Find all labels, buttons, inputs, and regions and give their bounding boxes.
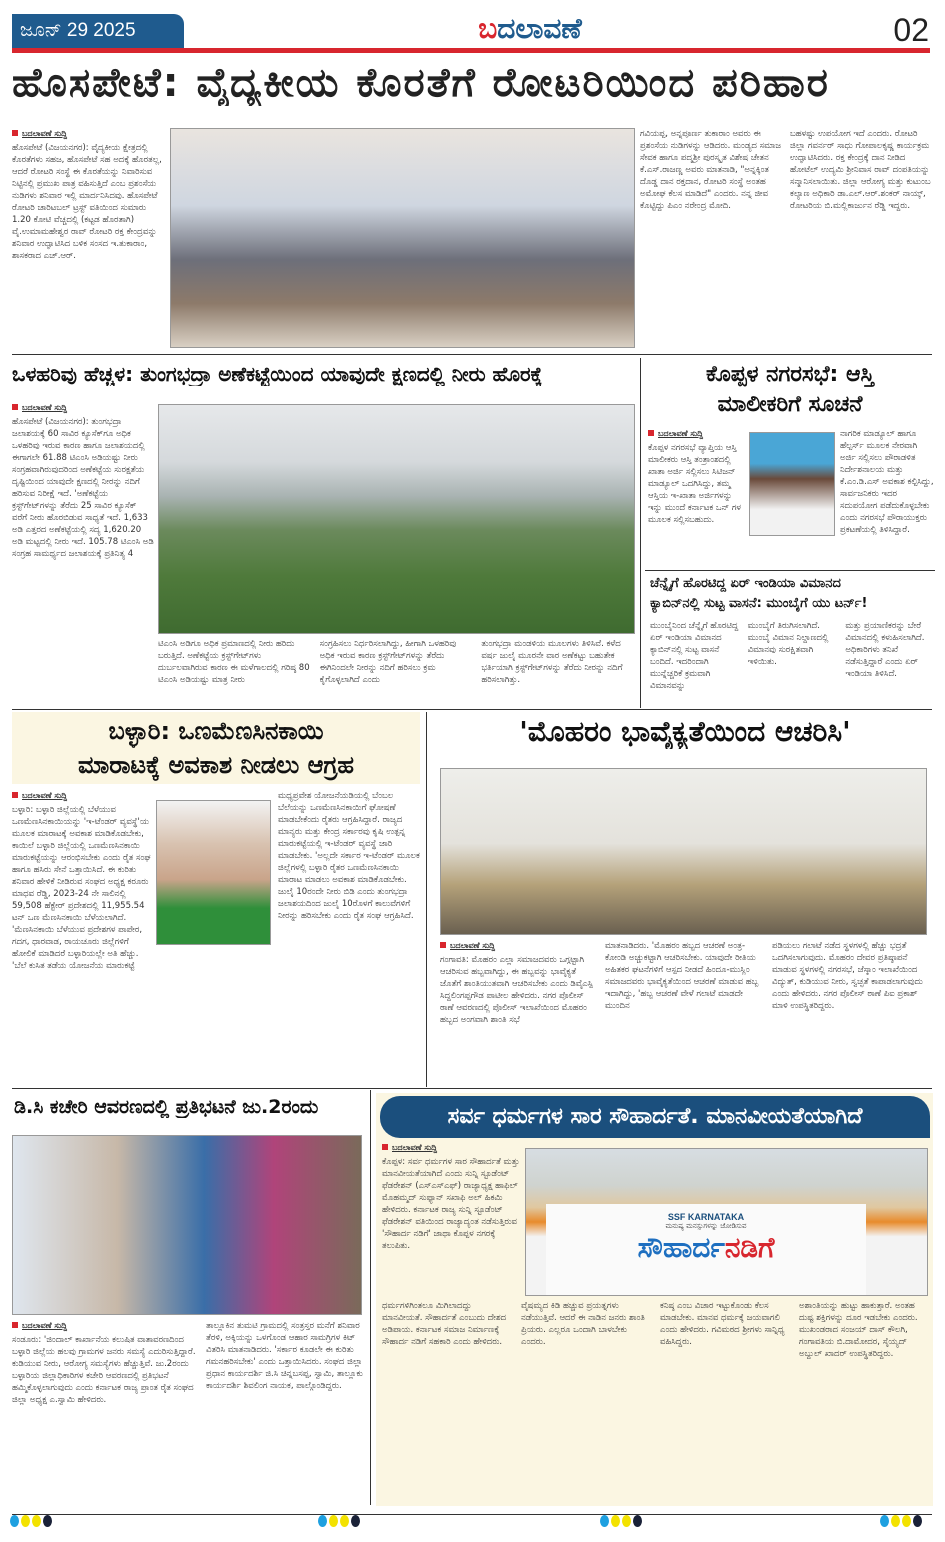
byline: ಬದಲಾವಣೆ ಸುದ್ದಿ [12, 790, 152, 802]
byline: ಬದಲಾವಣೆ ಸುದ್ದಿ [440, 940, 600, 952]
article-text [12, 402, 154, 702]
headline-koppal [645, 360, 935, 420]
byline: ಬದಲಾವಣೆ ಸುದ್ದಿ [12, 1320, 200, 1332]
footer-dots [880, 1515, 922, 1527]
banner-org: SSF KARNATAKA [667, 1212, 745, 1222]
headline-dc-office-protest: ಡಿ.ಸಿ ಕಚೇರಿ ಆವರಣದಲ್ಲಿ ಪ್ರತಿಭಟನೆ ಜು.2ರಂದು [14, 1096, 319, 1118]
masthead-logo: ಬದಲಾವಣೆ [478, 12, 582, 45]
photo-official-portrait [749, 432, 835, 536]
article-columns [382, 1300, 930, 1505]
article-paragraph: ಧರ್ಮಗಳಿಗಿಂತಲೂ ಮಿಗಿಲಾದದ್ದು ಮಾನವೀಯತೆ. ಸೌಹಾರ್ದತೆ ಎಂಬುದು ದೇಶದ ಅಡಿಪಾಯ. ಕರ್ನಾಟಕ ಸಮಾಜ ನಿರ್ಮಾಣಕ್ಕೆ ಸೌಹಾರ್ದ ನಡಿಗೆ ಸಹಕಾರಿ ಎಂದು ಹೇಳಿದರು. [382, 1301, 507, 1347]
article-paragraph: ಕೊಪ್ಪಳ: ಸರ್ವ ಧರ್ಮಗಳ ಸಾರ ಸೌಹಾರ್ದತೆ ಮತ್ತು ಮಾನವೀಯತೆಯಾಗಿದೆ ಎಂದು ಸುನ್ನಿ ಸ್ಟೂಡೆಂಟ್ ಫೆಡರೇಶನ್ (ಎಸ್ಎಸ್ಎಫ್) ರಾಜ್ಯಾಧ್ಯಕ್ಷ ಹಾಫಿಲ್ ಮೊಹಮ್ಮದ್ ಸುಫ್ಯಾನ್ ಸಖಾಫಿ ಅಲ್ ಹಿಕಮಿ ಹೇಳಿದರು. ಕರ್ನಾಟಕ ರಾಜ್ಯ ಸುನ್ನಿ ಸ್ಟೂಡೆಂಟ್ ಫೆಡರೇಶನ್ ವತಿಯಿಂದ ರಾಜ್ಯಾದ್ಯಂತ ನಡೆಸುತ್ತಿರುವ 'ಸೌಹಾರ್ದ ನಡಿಗೆ' ಜಾಥಾ ಕೊಪ್ಪಳ ನಗರಕ್ಕೆ ತಲುಪಿತು. [382, 1157, 520, 1251]
byline: ಬದಲಾವಣೆ ಸುದ್ದಿ [12, 402, 154, 414]
article-paragraph: ಕನಿಷ್ಠ ಎಂಬ ವಿಚಾರ ಇಟ್ಟುಕೊಂಡು ಕೆಲಸ ಮಾಡಬೇಕು. ಮಾನವ ಧರ್ಮಕ್ಕೆ ಜಯವಾಗಲಿ ಎಂದು ಹೇಳಿದರು. ಗವಿಮಠದ ಶ್ರೀಗಳು ಸಾನ್ನಿಧ್ಯ ವಹಿಸಿದ್ದರು. [660, 1301, 785, 1347]
photo-ration-kit-distribution [12, 1135, 362, 1315]
article-text: ಮಾತನಾಡಿದರು. 'ಮೊಹರಂ ಹಬ್ಬದ ಆಚರಣೆ ಅಂತ್ರ-ಕೋಂಡಿ ಅಚ್ಚುಕಟ್ಟಾಗಿ ಆಚರಿಸಬೇಕು. ಯಾವುದೇ ರೀತಿಯ ಅಹಿತಕರ ಘಟನೆಗಳಿಗೆ ಆಸ್ಪದ ನೀಡದೆ ಹಿಂದೂ-ಮುಸ್ಲಿಂ ಸಮಾಜದವರು ಭಾವೈಕ್ಯತೆಯಿಂದ ಆಚರಣೆ ಮಾಡುವ ಹಬ್ಬ ಇದಾಗಿದ್ದು, 'ಹಬ್ಬ ಆಚರಣೆ ವೇಳೆ ಗಲಾಟೆ ಮಾಡದೇ ಮುಂದಿನ [605, 941, 759, 1011]
article-paragraph: ಬಳ್ಳಾರಿ: ಬಳ್ಳಾರಿ ಜಿಲ್ಲೆಯಲ್ಲಿ ಬೆಳೆಯುವ ಒಣಮೆಣಸಿನಕಾಯಿಯನ್ನು 'ಇ-ಟೆಂಡರ್ ವ್ಯವಸ್ಥೆ'ಯ ಮೂಲಕ ಮಾರಾಟಕ್ಕೆ ಅವಕಾಶ ಮಾಡಿಕೊಡಬೇಕು, ಕಾಯಿಲೆ ಬಳ್ಳಾರಿ ಜಿಲ್ಲೆಯಲ್ಲಿ ಒಣಮೆಣಸಿನಕಾಯಿ ಮಾರುಕಟ್ಟೆಯನ್ನು ಆರಂಭಿಸಬೇಕು ಎಂದು ರೈತ ಸಂಘ ಹಾಗೂ ಹಸಿರು ಸೇನೆ ಒತ್ತಾಯಿಸಿದೆ. ಈ ಕುರಿತು ಶನಿವಾರ ಹೇಳಿಕೆ ನೀಡಿರುವ ಸಂಘದ ಅಧ್ಯಕ್ಷ ಕರೂರು ಮಾಧವ ರೆಡ್ಡಿ, 2023-24 ನೇ ಸಾಲಿನಲ್ಲಿ 59,508 ಹೆಕ್ಟೇರ್ ಪ್ರದೇಶದಲ್ಲಿ 11,955.54 ಟನ್ ಒಣ ಮೆಣಸಿನಕಾಯಿ ಬೆಳೆಯಲಾಗಿದೆ. 'ಮೆಣಸಿನಕಾಯಿ ಬೆಳೆಯುವ ಪ್ರದೇಶಗಳ ಪಾಪೇರ, ಗದಗ, ಧಾರವಾಡ, ರಾಯಚೂರು ಜಿಲ್ಲೆಗಳಿಗೆ ಹೋಲಿಕೆ ಮಾಡಿದರೆ ಬಳ್ಳಾರಿಯಲ್ಲೇ ಅತಿ ಹೆಚ್ಚು. 'ಬೆಲೆ ಕುಸಿತ ತಡೆಯ ಯೋಜನೆಯ ಮಾರುಕಟ್ಟೆ [12, 805, 151, 971]
article-paragraph: ಅಶಾಂತಿಯನ್ನು ಹುಟ್ಟು ಹಾಕುತ್ತಾರೆ. ಅಂತಹ ದುಷ್ಟ ಶಕ್ತಿಗಳನ್ನು ದೂರ ಇಡಬೇಕು ಎಂದರು. ಮುಖಂಡರಾದ ಸಂಜಯ್ ದಾಸ್ ಕೌಲಗಿ, ಗಂಗಾವತಿಯ ಬಿ.ದಾಮೋದರ, ಸೈಯ್ಯದ್ ಅಬ್ದುಲ್ ಖಾದರ್ ಉಪಸ್ಥಿತರಿದ್ದರು. [799, 1301, 918, 1359]
article-paragraph: ಹೊಸಪೇಟೆ (ವಿಜಯನಗರ): ತುಂಗಭದ್ರಾ ಜಲಾಶಯಕ್ಕೆ 60 ಸಾವಿರ ಕ್ಯೂಸೆಕ್‌ಗೂ ಅಧಿಕ ಒಳಹರಿವು ಇರುವ ಕಾರಣ ಹಾಗೂ ಜಲಾಶಯದಲ್ಲಿ ಈಗಾಗಲೇ 61.88 ಟಿಎಂಸಿ ಅಡಿಯಷ್ಟು ನೀರು ಸಂಗ್ರಹವಾಗಿರುವುದರಿಂದ ಅಣೆಕಟ್ಟೆಯ ಸುರಕ್ಷತೆಯ ದೃಷ್ಟಿಯಿಂದ ಯಾವುದೇ ಕ್ಷಣದಲ್ಲಿ ನೀರನ್ನು ನದಿಗೆ ಹರಿಸುವ ನಿರೀಕ್ಷೆ ಇದೆ. 'ಅಣೆಕಟ್ಟೆಯ ಕ್ರಸ್ಟ್‌ಗೇಟ್‌ಗಳನ್ನು ತೆರೆದು 25 ಸಾವಿರ ಕ್ಯೂಸೆಕ್ ವರೆಗೆ ನೀರು ಹೊರಬಿಡುವ ಸಾಧ್ಯತೆ ಇದೆ. 1,633 ಅಡಿ ಎತ್ತರದ ಅಣೆಕಟ್ಟೆಯಲ್ಲಿ ಸದ್ಯ 1,620.20 ಅಡಿ ಮಟ್ಟದಲ್ಲಿ ನೀರು ಇದೆ. 105.78 ಟಿಎಂಸಿ ಅಡಿ ಸಂಗ್ರಹ ಸಾಮರ್ಥ್ಯದ ಜಲಾಶಯಕ್ಕೆ ಪ್ರತಿನಿತ್ಯ 4 [12, 417, 154, 559]
article-paragraph: ಮತ್ತು ಪ್ರಯಾಣಿಕರನ್ನು ಬೇರೆ ವಿಮಾನದಲ್ಲಿ ಕಳುಹಿಸಲಾಗಿದೆ. ಅಧಿಕಾರಿಗಳು ತನಿಖೆ ನಡೆಸುತ್ತಿದ್ದಾರೆ ಎಂದು ಏರ್ ಇಂಡಿಯಾ ತಿಳಿಸಿದೆ. [845, 621, 925, 679]
byline: ಬದಲಾವಣೆ ಸುದ್ದಿ [12, 128, 164, 140]
article-text [648, 428, 746, 568]
footer-rule [12, 1514, 932, 1515]
divider [426, 712, 427, 1087]
page-number: 02 [893, 12, 929, 48]
headline-line: ಮಾರಾಟಕ್ಕೆ ಅವಕಾಶ ನೀಡಲು ಆಗ್ರಹ [77, 751, 355, 779]
divider [645, 570, 935, 571]
article-paragraph: ವೈಷಮ್ಯದ ಕಿಡಿ ಹಚ್ಚುವ ಪ್ರಯತ್ನಗಳು ನಡೆಯುತ್ತಿವೆ. ಆದರೆ ಈ ನಾಡಿನ ಜನರು ಶಾಂತಿ ಪ್ರಿಯರು. ಎಲ್ಲರೂ ಒಂದಾಗಿ ಬಾಳಬೇಕು ಎಂದರು. [521, 1301, 645, 1347]
article-paragraph: ಕೊಪ್ಪಳ ನಗರಸಭೆ ವ್ಯಾಪ್ತಿಯ ಆಸ್ತಿ ಮಾಲೀಕರು ಆಸ್ತಿ ತಂತ್ರಾಂಶದಲ್ಲಿ ಖಾತಾ ಅರ್ಜಿ ಸಲ್ಲಿಸಲು ಸಿಟಿಜನ್ ಮಾಡ್ಯೂಲ್ ಒದಗಿಸಿದ್ದು, ತಮ್ಮ ಆಸ್ತಿಯ ಇ-ಖಾತಾ ಅರ್ಜಿಗಳನ್ನು ಇನ್ನು ಮುಂದೆ ಕರ್ನಾಟಕ ಒನ್ ಗಳ ಮೂಲಕ ಸಲ್ಲಿಸಬಹುದು. [648, 443, 742, 525]
article-text: ತಾಲ್ಲೂಕಿನ ತುಮಟಿ ಗ್ರಾಮದಲ್ಲಿ ಸಂತ್ರಸ್ತರ ಮನೆಗೆ ಶನಿವಾರ ತೆರಳಿ, ಅಕ್ಕಿಯನ್ನು ಒಳಗೊಂಡ ಆಹಾರ ಸಾಮಗ್ರಿಗಳ ಕಿಟ್ ವಿತರಿಸಿ ಮಾತನಾಡಿದರು. 'ಸರ್ಕಾರ ಕೂಡಲೇ ಈ ಕುರಿತು ಗಮನಹರಿಸಬೇಕು' ಎಂದು ಒತ್ತಾಯಿಸಿದರು. ಸಂಘದ ಜಿಲ್ಲಾ ಪ್ರಧಾನ ಕಾರ್ಯದರ್ಶಿ ಜಿ.ಸಿ ಚಿನ್ನಬಸಪ್ಪ, ಸ್ವಾಮಿ, ತಾಲ್ಲೂಕು ಕಾರ್ಯದರ್ಶಿ ಶಿವಲಿಂಗ ನಾಯಕ, ಪಾಲ್ಗೊಂಡಿದ್ದರು. [206, 1321, 363, 1391]
footer-dots [318, 1515, 360, 1527]
photo-peace-meeting [440, 768, 927, 935]
footer-dots [10, 1515, 52, 1527]
headline-line: ಕ್ಯಾಬಿನ್‌ನಲ್ಲಿ ಸುಟ್ಟ ವಾಸನೆ: ಮುಂಬೈಗೆ ಯು ಟರ್ನ್! [650, 596, 868, 611]
article-paragraph: ಮುಂಬೈಗೆ ತಿರುಗಿಸಲಾಗಿದೆ. ಮುಂಬೈ ವಿಮಾನ ನಿಲ್ದಾಣದಲ್ಲಿ ವಿಮಾನವು ಸುರಕ್ಷಿತವಾಗಿ ಇಳಿಯಿತು. [747, 621, 829, 667]
article-text: ಗವಿಯಪ್ಪ, ಅನ್ನಪೂರ್ಣ ತುಕಾರಾಂ ಅವರು ಈ ಪ್ರಶಂಸೆಯ ನುಡಿಗಳನ್ನು ಆಡಿದರು. ಮಂಡ್ಯದ ಸಮಾಜ ಸೇವಕ ಹಾಗೂ ಪದ್ಮಶ್ರೀ ಪುರಸ್ಕೃತ ವಿಶೇಷ ಚೇತನ ಕೆ.ಎಸ್.ರಾಜಣ್ಣ ಅವರು ಮಾತನಾಡಿ, "ಅನ್ನಕ್ಕಿಂತ ದೊಡ್ಡ ದಾನ ರಕ್ತದಾನ, ರೋಟರಿ ಸಂಸ್ಥೆ ಅಂತಹ ಅಮೋಘ ಕೆಲಸ ಮಾಡಿದೆ" ಎಂದರು. ನನ್ನ ಜೀವ ಕೊಟ್ಟಿದ್ದು ಪಿಎಂ ನರೇಂದ್ರ ಮೋದಿ. [640, 129, 781, 211]
divider [12, 1088, 932, 1089]
banner [546, 1204, 866, 1296]
article-paragraph: ಗಂಗಾವತಿ: ಮೊಹರಂ ಎಲ್ಲಾ ಸಮಾಜದವರು ಒಗ್ಗಟ್ಟಾಗಿ ಆಚರಿಸುವ ಹಬ್ಬವಾಗಿದ್ದು, ಈ ಹಬ್ಬವನ್ನು ಭಾವೈಕ್ಯತೆ ಜೊತೆಗೆ ಶಾಂತಿಯುತವಾಗಿ ಆಚರಿಸಬೇಕು ಎಂದು ಡಿವೈಎಸ್ಪಿ ಸಿದ್ದಲಿಂಗಪ್ಪಗೌಡ ಪಾಟೀಲ ಹೇಳಿದರು. ನಗರ ಪೊಲೀಸ್ ಠಾಣೆ ಆವರಣದಲ್ಲಿ ಪೊಲೀಸ್ ಇಲಾಖೆಯಿಂದ ಮೊಹರಂ ಹಬ್ಬದ ಅಂಗವಾಗಿ ಶಾಂತಿ ಸಭೆ [440, 955, 593, 1025]
headline-tungabhadra: ಒಳಹರಿವು ಹೆಚ್ಚಳ: ತುಂಗಭದ್ರಾ ಅಣೆಕಟ್ಟೆಯಿಂದ ಯಾವುದೇ ಕ್ಷಣದಲ್ಲಿ ನೀರು ಹೊರಕ್ಕೆ [12, 362, 543, 386]
headline-line: ಬಳ್ಳಾರಿ: ಒಣಮೆಣಸಿನಕಾಯಿ [108, 717, 324, 745]
photo-farmer-leader [156, 800, 271, 945]
headline-box [12, 712, 420, 784]
article-text: ಮಧ್ಯಪ್ರವೇಶ ಯೋಜನೆಯಡಿಯಲ್ಲಿ ಬೆಂಬಲ ಬೆಲೆಯನ್ನು ಒಣಮೆಣಸಿನಕಾಯಿಗೆ ಘೋಷಣೆ ಮಾಡಬೇಕೆಂದು ರೈತರು ಆಗ್ರಹಿಸಿದ್ದಾರೆ. ರಾಜ್ಯದ ಮಾನ್ಯರು ಮತ್ತು ಕೇಂದ್ರ ಸರ್ಕಾರವು ಕೃಷಿ ಉತ್ಪನ್ನ ಮಾರುಕಟ್ಟೆಯಲ್ಲಿ ಇ-ಟೆಂಡರ್ ವ್ಯವಸ್ಥೆ ಜಾರಿ ಮಾಡಬೇಕು. 'ಅಲ್ಲದೇ ಸರ್ಕಾರ ಇ-ಟೆಂಡರ್ ಮೂಲಕ ಜಿಲ್ಲೆಗಳಲ್ಲಿ ಬಳ್ಳಾರಿ ರೈತರ ಒಣಮೆಣಸಿನಕಾಯಿ ಮಾರಾಟ ಮಾಡಲು ಅವಕಾಶ ಮಾಡಿಕೊಡಬೇಕು. ಜುಲೈ 10ರಂದೇ ನೀರು ಬಿಡಿ ಎಂದು ತುಂಗಭದ್ರಾ ಜಲಾಶಯದಿಂದ ಜುಲೈ 10ರೊಳಗೆ ಕಾಲುವೆಗಳಿಗೆ ನೀರನ್ನು ಹರಿಸಬೇಕು ಎಂದು ರೈತ ಸಂಘ ಆಗ್ರಹಿಸಿದೆ. [278, 791, 420, 921]
photo-harmony-walk [525, 1148, 928, 1296]
divider [12, 354, 932, 355]
headline-ballari [12, 712, 420, 782]
headline-hospet-rotary: ಹೊಸಪೇಟೆ: ವೈದ್ಯಕೀಯ ಕೊರತೆಗೆ ರೋಟರಿಯಿಂದ ಪರಿಹಾರ [12, 60, 830, 106]
photo-rotary-inauguration [170, 128, 635, 348]
divider [370, 1090, 371, 1505]
article-text [382, 1142, 520, 1297]
article-columns [158, 638, 635, 704]
article-text [12, 790, 152, 1085]
headline-line: ಮಾಲೀಕರಿಗೆ ಸೂಚನೆ [717, 392, 863, 417]
article-paragraph: ಸಂಡೂರು: 'ಜಿಂದಾಲ್ ಕಾರ್ಖಾನೆಯ ಕಲುಷಿತ ವಾತಾವರಣದಿಂದ ಬಳ್ಳಾರಿ ಜಿಲ್ಲೆಯ ಹಲವು ಗ್ರಾಮಗಳ ಜನರು ಸಮಸ್ಯೆ ಎದುರಿಸುತ್ತಿದ್ದಾರೆ. ಕುಡಿಯುವ ನೀರು, ಆರೋಗ್ಯ ಸಮಸ್ಯೆಗಳು ಹೆಚ್ಚುತ್ತಿವೆ. ಜು.2ರಂದು ಬಳ್ಳಾರಿಯ ಜಿಲ್ಲಾಧಿಕಾರಿಗಳ ಕಚೇರಿ ಆವರಣದಲ್ಲಿ ಪ್ರತಿಭಟನೆ ಹಮ್ಮಿಕೊಳ್ಳಲಾಗುವುದು ಎಂದು ಕರ್ನಾಟಕ ರಾಜ್ಯ ಪ್ರಾಂತ ರೈತ ಸಂಘದ ಜಿಲ್ಲಾ ಅಧ್ಯಕ್ಷ ಎ.ಸ್ವಾಮಿ ಹೇಳಿದರು. [12, 1335, 196, 1405]
article-paragraph: ತುಂಗಭದ್ರಾ ಮಂಡಳಿಯ ಮೂಲಗಳು ತಿಳಿಸಿವೆ. ಕಳೆದ ವರ್ಷ ಜುಲೈ ಮೂರನೇ ವಾರ ಅಣೆಕಟ್ಟು ಬಹುತೇಕ ಭರ್ತಿಯಾಗಿ ಕ್ರಸ್ಟ್‌ಗೇಟ್‌ಗಳನ್ನು ತೆರೆದು ನೀರನ್ನು ನದಿಗೆ ಹರಿಸಲಾಗಿತ್ತು. [481, 639, 623, 685]
article-text [12, 128, 164, 350]
banner-subtitle: ಮನುಷ್ಯ ಮನಸ್ಸುಗಳನ್ನು ಜೋಡಿಸುವ [665, 1222, 747, 1230]
byline: ಬದಲಾವಣೆ ಸುದ್ದಿ [382, 1142, 520, 1154]
article-text: ಪಡಿಯಲು ಗಲಾಟೆ ನಡೆದ ಸ್ಥಳಗಳಲ್ಲಿ ಹೆಚ್ಚು ಭದ್ರತೆ ಒದಗಿಸಲಾಗುವುದು. ಮೊಹರಂ ದೇವರ ಪ್ರತಿಷ್ಠಾಪನೆ ಮಾಡುವ ಸ್ಥಳಗಳಲ್ಲಿ ನಗರಸಭೆ, ಜೆಸ್ಕಾಂ ಇಲಾಖೆಯಿಂದ ವಿದ್ಯುತ್, ಕುಡಿಯುವ ನೀರು, ಸ್ವಚ್ಛತೆ ಕಾಪಾಡಲಾಗುವುದು ಎಂದು ಹೇಳಿದರು. ನಗರ ಪೊಲೀಸ್ ಠಾಣೆ ಪಿಐ ಪ್ರಕಾಶ್ ಮಾಳಿ ಉಪಸ್ಥಿತರಿದ್ದರು. [772, 941, 923, 1011]
article-paragraph: ಮುಂಬೈನಿಂದ ಚೆನ್ನೈಗೆ ಹೊರಟಿದ್ದ ಏರ್ ಇಂಡಿಯಾ ವಿಮಾನದ ಕ್ಯಾಬಿನ್‌ನಲ್ಲಿ ಸುಟ್ಟ ವಾಸನೆ ಬಂದಿದೆ. ಇದರಿಂದಾಗಿ ಮುನ್ನೆಚ್ಚರಿಕೆ ಕ್ರಮವಾಗಿ ವಿಮಾನವನ್ನು [650, 621, 739, 691]
footer-dots [600, 1515, 642, 1527]
byline: ಬದಲಾವಣೆ ಸುದ್ದಿ [648, 428, 746, 440]
banner-title: ಸೌಹಾರ್ದನಡಿಗೆ [637, 1231, 775, 1264]
headline-line: ಕೊಪ್ಪಳ ನಗರಸಭೆ: ಆಸ್ತಿ [705, 362, 875, 387]
date-badge: ಜೂನ್ 29 2025 [12, 14, 184, 48]
article-paragraph: ಟಿಎಂಸಿ ಅಡಿಗೂ ಅಧಿಕ ಪ್ರಮಾಣದಲ್ಲಿ ನೀರು ಹರಿದು ಬರುತ್ತಿದೆ. ಅಣೆಕಟ್ಟೆಯ ಕ್ರಸ್ಟ್‌ಗೇಟ್‌ಗಳು ದುರ್ಬಲವಾಗಿರುವ ಕಾರಣ ಈ ಮಳೆಗಾಲದಲ್ಲಿ ಗರಿಷ್ಠ 80 ಟಿಎಂಸಿ ಅಡಿಯಷ್ಟು ಮಾತ್ರ ನೀರು [158, 639, 310, 685]
article-text: ನಾಗರಿಕ ಮಾಡ್ಯೂಲ್ ಹಾಗೂ ಹೆಲ್ಪರ್ಸ್ ಮೂಲಕ ನೇರವಾಗಿ ಅರ್ಜಿ ಸಲ್ಲಿಸಲು ಪೌರಾಡಳಿತ ನಿರ್ದೇಶನಾಲಯ ಮತ್ತು ಕೆ.ಎಂ.ಡಿ.ಎಸ್ ಅವಕಾಶ ಕಲ್ಪಿಸಿದ್ದು, ಸಾರ್ವಜನಿಕರು ಇದರ ಸದುಪಯೋಗ ಪಡೆದುಕೊಳ್ಳಬೇಕು ಎಂದು ನಗರಸಭೆ ಪೌರಾಯುಕ್ತರು ಪ್ರಕಟಣೆಯಲ್ಲಿ ತಿಳಿಸಿದ್ದಾರೆ. [840, 429, 934, 535]
article-text [12, 1320, 200, 1505]
article-text [440, 940, 600, 1085]
divider [640, 358, 641, 708]
article-columns [650, 620, 935, 704]
article-text: ಬಹಳಷ್ಟು ಉಪಯೋಗ ಇದೆ ಎಂದರು. ರೋಟರಿ ಜಿಲ್ಲಾ ಗವರ್ನರ್ ಸಾಧು ಗೋಪಾಲಕೃಷ್ಣ ಕಾರ್ಯಕ್ರಮ ಉದ್ಘಾಟಿಸಿದರು. ರಕ್ತ ಕೇಂದ್ರಕ್ಕೆ ದಾನ ನೀಡಿದ ಹೋಟೆಲ್ ಉದ್ಯಮಿ ಶ್ರೀನಿವಾಸ ರಾವ್ ದಂಪತಿಯನ್ನು ಸನ್ಮಾನಿಸಲಾಯಿತು. ಜಿಲ್ಲಾ ಆರೋಗ್ಯ ಮತ್ತು ಕುಟುಂಬ ಕಲ್ಯಾಣ ಅಧಿಕಾರಿ ಡಾ.ಎಲ್.ಆರ್.ಶಂಕರ್ ನಾಯ್ಕ್, ರೋಟರಿಯ ಬಿ.ಮಲ್ಲಿಕಾರ್ಜುನ ರೆಡ್ಡಿ ಇದ್ದರು. [790, 129, 931, 211]
headline-moharam: 'ಮೊಹರಂ ಭಾವೈಕ್ಯತೆಯಿಂದ ಆಚರಿಸಿ' [519, 715, 851, 748]
article-paragraph: ಸಂಗ್ರಹಿಸಲು ನಿರ್ಧರಿಸಲಾಗಿದ್ದು, ಹೀಗಾಗಿ ಒಳಹರಿವು ಅಧಿಕ ಇರುವ ಕಾರಣ ಕ್ರಸ್ಟ್‌ಗೇಟ್‌ಗಳನ್ನು ತೆರೆದು ಈಗಿನಿಂದಲೇ ನೀರನ್ನು ನದಿಗೆ ಹರಿಸಲು ಕ್ರಮ ಕೈಗೊಳ್ಳಲಾಗಿದೆ ಎಂದು [319, 639, 457, 685]
headline-line: ಚೆನ್ನೈಗೆ ಹೊರಟಿದ್ದ ಏರ್ ಇಂಡಿಯಾ ವಿಮಾನದ [650, 576, 841, 591]
photo-tungabhadra-dam [158, 404, 635, 634]
article-paragraph: ಹೊಸಪೇಟೆ (ವಿಜಯನಗರ): ವೈದ್ಯಕೀಯ ಕ್ಷೇತ್ರದಲ್ಲಿ ಕೊರತೆಗಳು ಸಹಜ, ಹೊಸಪೇಟೆ ಸಹ ಅದಕ್ಕೆ ಹೊರತಲ್ಲ, ಆದರೆ ರೋಟರಿ ಸಂಸ್ಥೆ ಈ ಕೊರತೆಯನ್ನು ನಿವಾರಿಸುವ ನಿಟ್ಟಿನಲ್ಲಿ ಪ್ರಮುಖ ಪಾತ್ರ ವಹಿಸುತ್ತಿದೆ ಎಂಬ ಪ್ರಶಂಸೆಯ ನುಡಿಗಳು ಶನಿವಾರ ಇಲ್ಲಿ ಮಾರ್ದನಿಸಿದವು. ಹೊಸಪೇಟೆ ರೋಟರಿ ಚಾರಿಟಬಲ್ ಟ್ರಸ್ಟ್ ವತಿಯಿಂದ ಸುಮಾರು 1.20 ಕೋಟಿ ವೆಚ್ಚದಲ್ಲಿ (ಕಟ್ಟಡ ಹೊರತಾಗಿ) ವೈ.ಉಮಾಮಹೇಶ್ವರ ರಾವ್ ರೋಟರಿ ರಕ್ತ ಕೇಂದ್ರವನ್ನು ಶನಿವಾರ ಉದ್ಘಾಟಿಸಿದ ಬಳಿಕ ಸಂಸದ ಇ.ತುಕಾರಾಂ, ಶಾಸಕರಾದ ಎಚ್.ಆರ್. [12, 143, 162, 261]
headline-harmony: ಸರ್ವ ಧರ್ಮಗಳ ಸಾರ ಸೌಹಾರ್ದತೆ. ಮಾನವೀಯತೆಯಾಗಿದೆ [380, 1096, 930, 1138]
headline-air-india [650, 574, 935, 614]
divider [12, 709, 932, 710]
header-rule [12, 48, 930, 53]
